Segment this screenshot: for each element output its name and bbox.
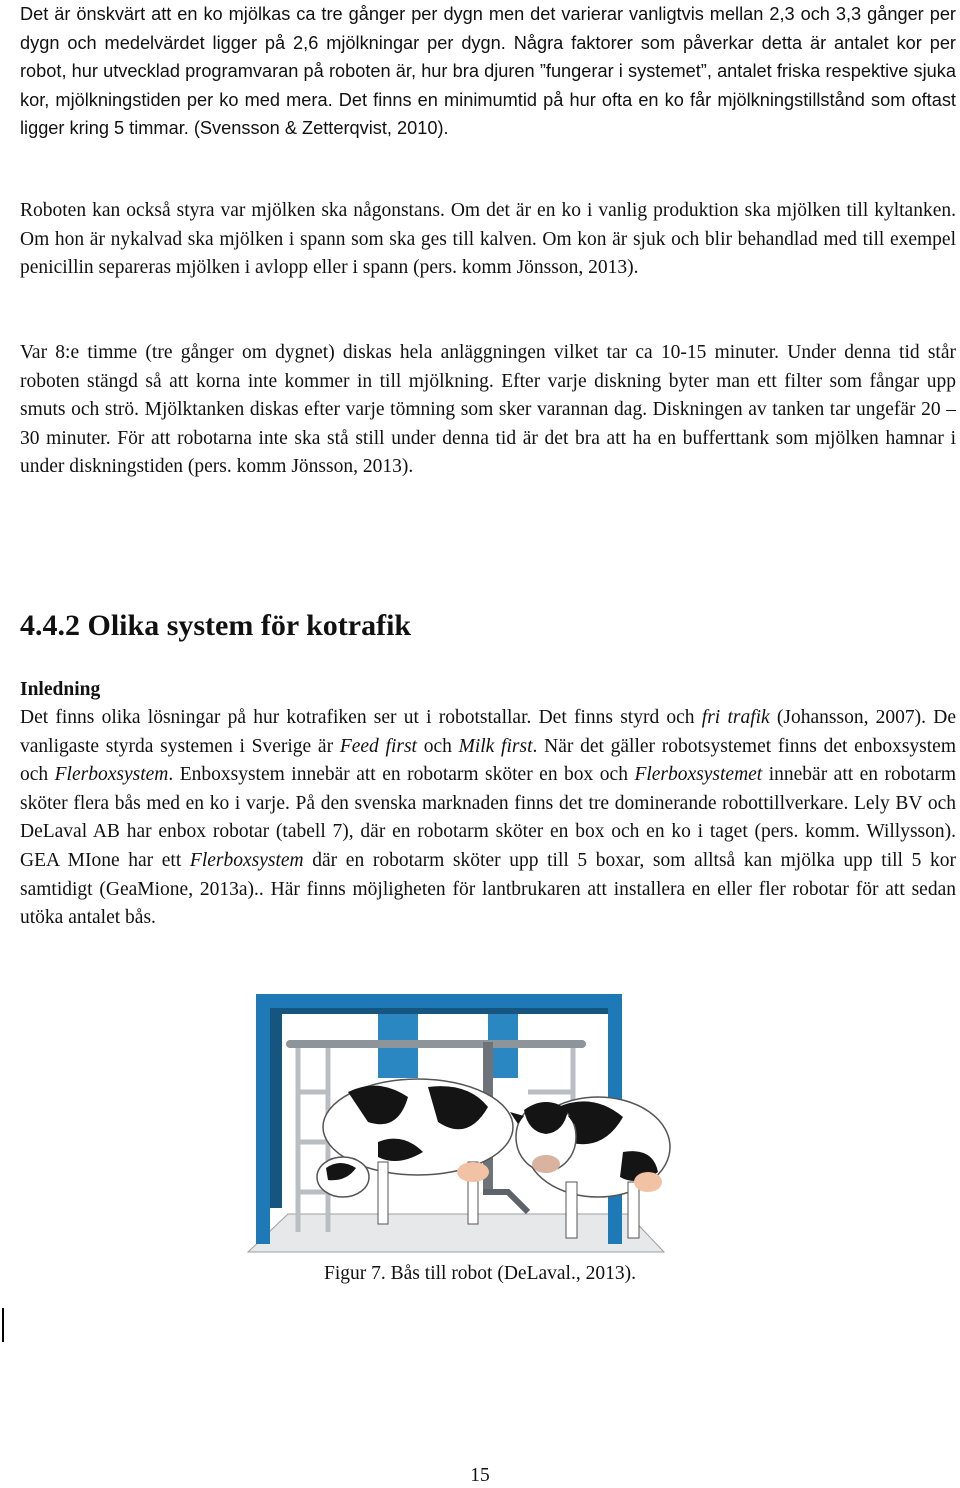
term-flerboxsystem-gea: Flerboxsystem — [189, 849, 304, 871]
paragraph-milking-frequency: Det är önskvärt att en ko mjölkas ca tre gånger per dygn men det varierar vanligtvis mellan 2,3 och 3,3 gånger per dygn och medelvärdet ligger på 2,6 mjölkningar per dygn. Några faktorer som påverkar detta är antalet kor per robot, hur utvecklad programvaran på roboten är, hur bra djuren ”fungerar i systemet”, antalet friska respektive sjuka kor, mjölkningstiden per ko med mera. Det finns en minimumtid på hur ofta en ko får mjölkningstillstånd som oftast ligger kring 5 timmar. (Svensson & Zetterqvist, 2010). — [20, 4, 956, 139]
term-flerboxsystemet: Flerboxsystemet — [634, 764, 763, 786]
robot-arm — [483, 1192, 528, 1212]
stall-wall-left — [256, 994, 270, 1244]
figure-caption: Figur 7. Bås till robot (DeLaval., 2013). — [324, 1263, 636, 1284]
robot-stall-illustration — [228, 982, 674, 1264]
section-heading: 4.4.2 Olika system för kotrafik — [20, 609, 412, 642]
subheading-inledning: Inledning — [20, 679, 101, 700]
stall-floor — [248, 1214, 664, 1252]
stall-wall-top — [256, 994, 622, 1008]
paragraph-milk-routing: Roboten kan också styra var mjölken ska någonstans. Om det är en ko i vanlig produktion ska mjölken till kyltanken. Om hon är nykalvad ska mjölken i spann som ska ges till kalven. Om kon är sjuk och blir behandlad med till exempel penicillin separeras mjölken i avlopp eller i spann (pers. komm Jönsson, 2013). — [20, 200, 956, 279]
paragraph-cow-traffic-intro: Det finns olika lösningar på hur kotrafiken ser ut i robotstallar. Det finns styrd och fri trafik (Johansson, 2007). De vanligaste styrda systemen i Sverige är Feed first och Milk first. När det gäller robotsystemet finns det enboxsystem och Flerboxsystem. Enboxsystem innebär att en robotarm sköter en box och Flerboxsystemet innebär att en robotarm sköter flera bås med en ko i varje. På den svenska marknaden finns det tre dominerande robottillverkare. Lely BV och DeLaval AB har enbox robotar (tabell 7), där en robotarm sköter en box och en ko i taget (pers. komm. Willysson). GEA MIone har ett Flerboxsystem där en robotarm sköter upp till 5 boxar, som alltså kan mjölka upp till 5 kor samtidigt (GeaMione, 2013a).. Här finns möjligheten för lantbrukaren att installera en eller fler robotar för att sedan utöka antalet bås. — [20, 707, 957, 929]
page-number: 15 — [470, 1465, 490, 1486]
term-feed-first: Feed first — [339, 735, 417, 757]
term-flerboxsystem: Flerboxsystem — [54, 764, 169, 786]
term-fri-trafik: fri trafik — [701, 707, 770, 728]
change-bar — [2, 1308, 4, 1342]
paragraph-cleaning: Var 8:e timme (tre gånger om dygnet) diskas hela anläggningen vilket tar ca 10-15 minuter. Under denna tid står roboten stängd så att korna inte kommer in till mjölkning. Efter varje diskning byter man ett filter som fångar upp smuts och strö. Mjölktanken diskas efter varje tömning som sker varannan dag. Diskningen av tanken tar ungefär 20 – 30 minuter. För att robotarna inte ska stå still under denna tid är det bra att ha en bufferttank som mjölken hamnar i under diskningstiden (pers. komm Jönsson, 2013). — [20, 342, 956, 478]
figure-robot-stall — [228, 982, 674, 1264]
cow-in-stall — [317, 1079, 513, 1224]
term-milk-first: Milk first — [458, 735, 533, 757]
